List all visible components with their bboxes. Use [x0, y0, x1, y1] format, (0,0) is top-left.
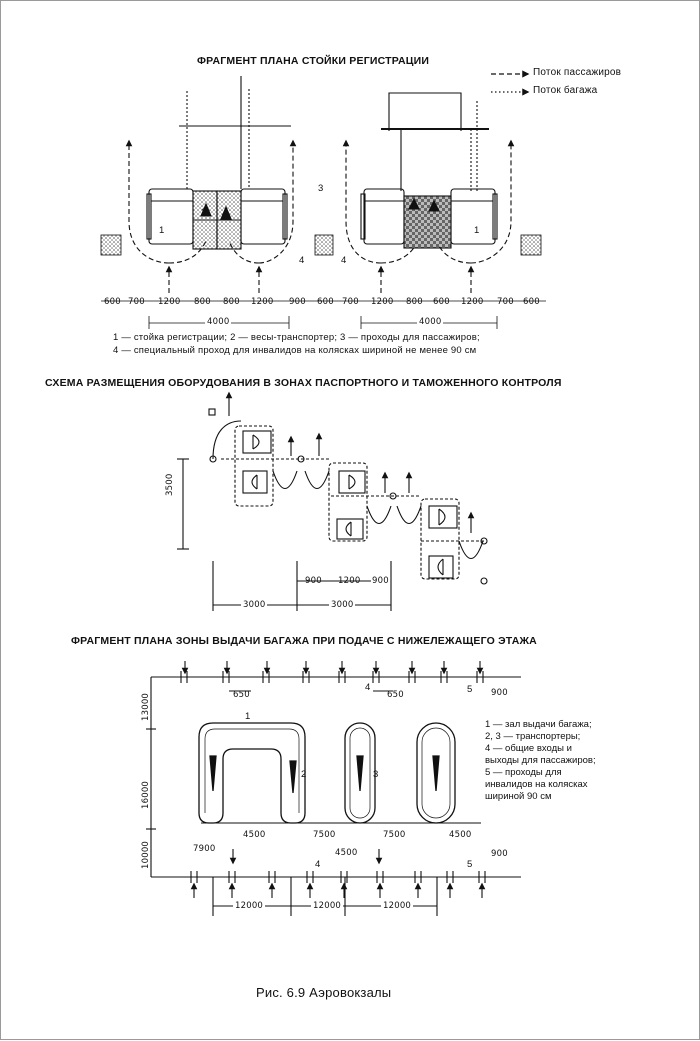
dim-vertical-3500: 3500 [165, 473, 175, 496]
section1-title: ФРАГМЕНТ ПЛАНА СТОЙКИ РЕГИСТРАЦИИ [197, 55, 430, 67]
control-booths [177, 421, 487, 611]
legend-baggage-label: Поток багажа [533, 85, 598, 96]
dim-value: 600 [523, 297, 540, 307]
dim-value: 900 [491, 688, 508, 698]
dim-value: 600 [104, 297, 121, 307]
legend-line: шириной 90 см [485, 791, 552, 802]
label-4a: 4 [365, 682, 371, 693]
dim-value: 700 [342, 297, 359, 307]
dim-value: 7500 [383, 830, 406, 840]
legend-line: 5 — проходы для [485, 767, 562, 778]
label-1b: 1 [474, 225, 480, 236]
label-conveyor-2: 2 [301, 769, 307, 780]
label-5a: 5 [467, 684, 473, 695]
section2-title: СХЕМА РАЗМЕЩЕНИЯ ОБОРУДОВАНИЯ В ЗОНАХ ПАСПОРТНОГО И ТАМОЖЕННОГО КОНТРОЛЯ [45, 377, 562, 389]
dim-value: 700 [497, 297, 514, 307]
legend-line: 2, 3 — транспортеры; [485, 731, 581, 742]
dim-value: 800 [194, 297, 211, 307]
dim-value: 600 [433, 297, 450, 307]
legend-line: 1 — зал выдачи багажа; [485, 719, 592, 730]
dim-value: 900 [289, 297, 306, 307]
legend-line: 4 — общие входы и [485, 743, 572, 754]
conveyor-u-shape [199, 723, 305, 823]
dim-value: 800 [406, 297, 423, 307]
section3-title: ФРАГМЕНТ ПЛАНА ЗОНЫ ВЫДАЧИ БАГАЖА ПРИ ПОДАЧЕ С НИЖЕЛЕЖАЩЕГО ЭТАЖА [71, 635, 537, 647]
label-4b: 4 [315, 859, 321, 870]
label-2: 2 [201, 207, 207, 218]
label-conveyor-3: 3 [373, 769, 379, 780]
dim-value: 7500 [313, 830, 336, 840]
dim-value: 1200 [251, 297, 274, 307]
dim-value: 7900 [193, 844, 216, 854]
checkin-counter-left [147, 76, 291, 249]
dim-value: 900 [372, 576, 389, 586]
dim-value: 900 [491, 849, 508, 859]
dim-total-b: 3000 [331, 600, 354, 610]
legend-passenger-label: Поток пассажиров [533, 67, 622, 78]
figure-caption: Рис. 6.9 Аэровокзалы [256, 985, 392, 1000]
dim-value: 1200 [461, 297, 484, 307]
dim-value: 650 [387, 690, 404, 700]
conveyor-oval-right [417, 723, 455, 823]
baggage-hall-walls [146, 671, 521, 916]
label-3: 3 [318, 183, 324, 194]
dim-vertical: 10000 [141, 840, 151, 869]
dim-value: 1200 [338, 576, 361, 586]
dim-vertical: 16000 [141, 780, 151, 809]
dim-value: 800 [223, 297, 240, 307]
dim-value: 12000 [235, 901, 264, 911]
drawing-canvas [1, 1, 700, 1041]
baggage-box-right [521, 235, 541, 255]
dim-value: 700 [128, 297, 145, 307]
dim-value: 1200 [371, 297, 394, 307]
dim-value: 12000 [313, 901, 342, 911]
label-1: 1 [159, 225, 165, 236]
dim-value: 4500 [335, 848, 358, 858]
dim-value: 1200 [158, 297, 181, 307]
section1-note-1: 1 — стойка регистрации; 2 — весы-транспортер; 3 — проходы для пассажиров; [113, 332, 480, 343]
dim-value: 4500 [449, 830, 472, 840]
dim-value: 600 [317, 297, 334, 307]
dim-total-a: 3000 [243, 600, 266, 610]
dim-vertical: 13000 [141, 692, 151, 721]
dim-value: 900 [305, 576, 322, 586]
legend-line: инвалидов на колясках [485, 779, 588, 790]
label-4b: 4 [341, 255, 347, 266]
conveyor-oval-middle [345, 723, 375, 823]
legend-line: выходы для пассажиров; [485, 755, 596, 766]
dim-total-right: 4000 [419, 317, 442, 327]
section3-legend [485, 719, 596, 803]
label-5b: 5 [467, 859, 473, 870]
dim-value: 4500 [243, 830, 266, 840]
label-4a: 4 [299, 255, 305, 266]
section1-note-2: 4 — специальный проход для инвалидов на колясках шириной не менее 90 см [113, 345, 477, 356]
dim-total-left: 4000 [207, 317, 230, 327]
label-hall-1: 1 [245, 711, 251, 722]
dim-value: 650 [233, 690, 250, 700]
dim-value: 12000 [383, 901, 412, 911]
